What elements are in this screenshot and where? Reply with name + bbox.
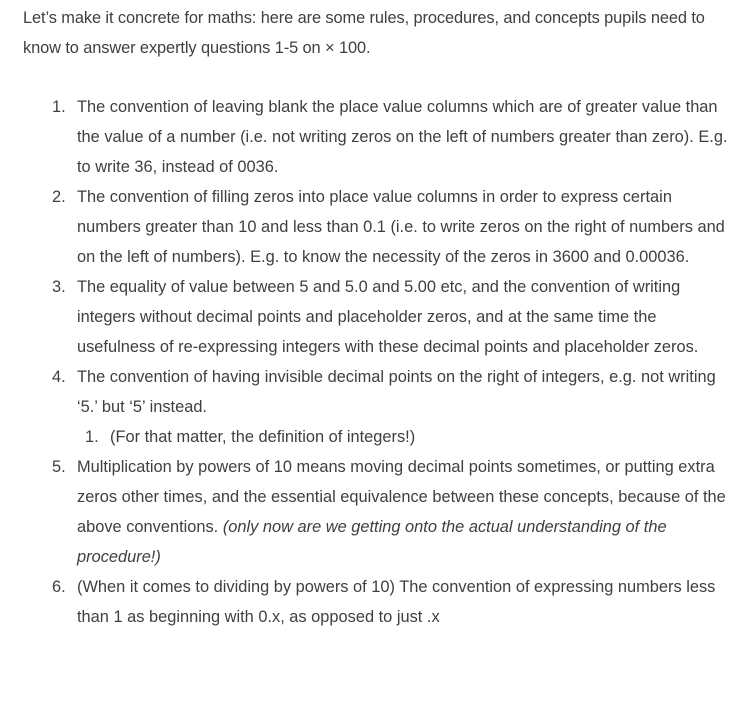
list-item-italic-note: (only now are we getting onto the actual understanding of the procedure!) <box>77 518 667 566</box>
list-item <box>52 572 728 632</box>
list-item-number: 6. <box>52 578 66 596</box>
nested-item-text: (For that matter, the definition of integers!) <box>110 428 416 446</box>
list-item-text: (When it comes to dividing by powers of 10) The convention of expressing numbers less than 1 as beginning with 0.x, as opposed to just .x <box>77 578 716 626</box>
list-item-text: Multiplication by powers of 10 means moving decimal points sometimes, or putting extra zeros other times, and the essential equivalence between these concepts, because of the above conventions. <box>77 458 726 536</box>
list-item-text: The equality of value between 5 and 5.0 and 5.00 etc, and the convention of writing integers without decimal points and placeholder zeros, and at the same time the usefulness of re-expressing integers with these decimal points and placeholder zeros. <box>77 278 699 356</box>
list-item-text: The convention of filling zeros into place value columns in order to express certain numbers greater than 10 and less than 0.1 (i.e. to write zeros on the right of numbers and on the left of numbers). E.g. to know the necessity of the zeros in 3600 and 0.00036. <box>77 188 725 266</box>
nested-item-number: 1. <box>85 428 99 446</box>
conventions-list <box>23 92 728 632</box>
list-item-number: 4. <box>52 368 66 386</box>
list-item-number: 5. <box>52 458 66 476</box>
nested-list-item <box>85 422 728 452</box>
list-item <box>52 182 728 272</box>
intro-paragraph: Let’s make it concrete for maths: here are some rules, procedures, and concepts pupils need to know to answer expertly questions 1-5 on × 100. <box>23 9 705 57</box>
list-item <box>52 362 728 452</box>
list-item-text: The convention of having invisible decimal points on the right of integers, e.g. not writing ‘5.’ but ‘5’ instead. <box>77 368 716 416</box>
list-item <box>52 452 728 572</box>
list-item <box>52 92 728 182</box>
list-item-number: 1. <box>52 98 66 116</box>
list-item <box>52 272 728 362</box>
list-item-number: 2. <box>52 188 66 206</box>
list-item-number: 3. <box>52 278 66 296</box>
nested-list <box>77 422 728 452</box>
list-item-text: The convention of leaving blank the place value columns which are of greater value than the value of a number (i.e. not writing zeros on the left of numbers greater than zero). E.g. to write 36, instead of 0036. <box>77 98 728 176</box>
article-body <box>23 3 728 632</box>
